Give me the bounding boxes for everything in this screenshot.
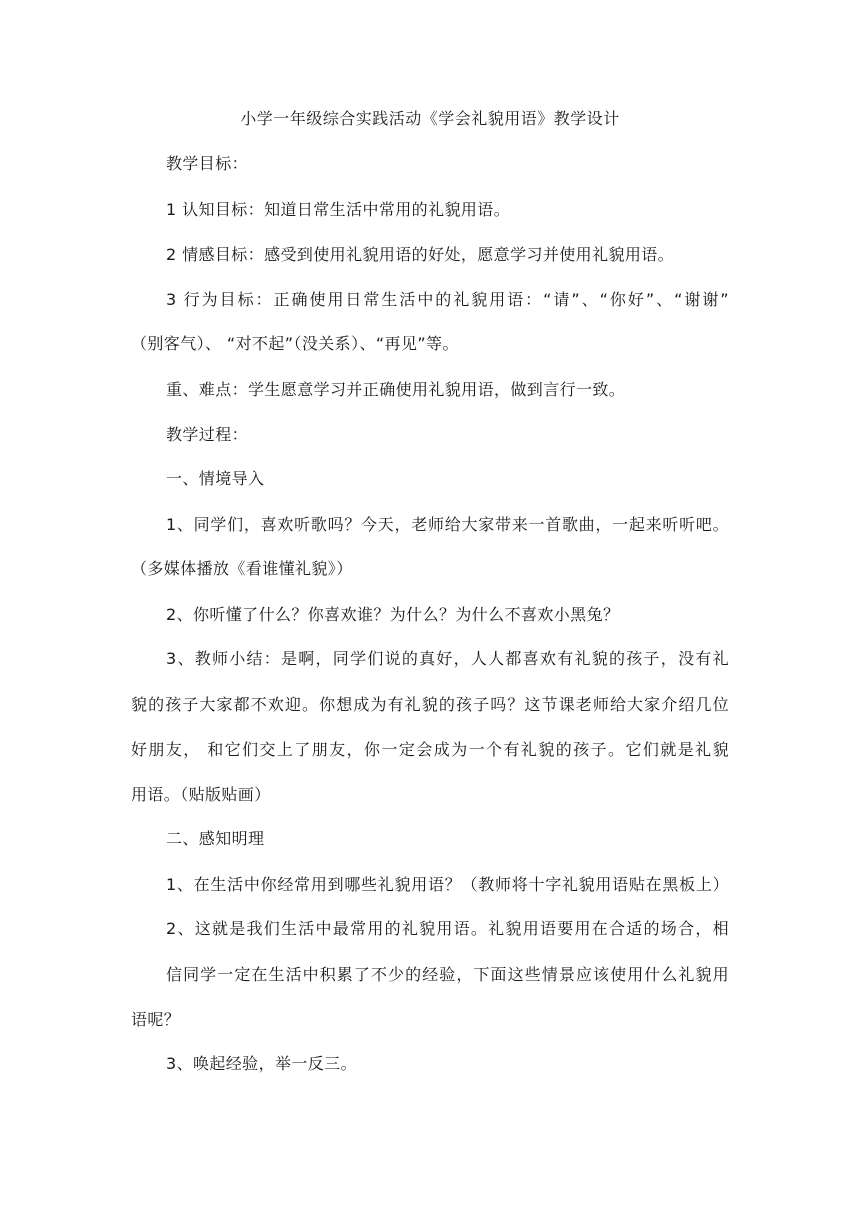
paragraph-line: 3、唤起经验，举一反三。 (166, 1054, 357, 1073)
paragraph-line: 3 行为目标：正确使用日常生活中的礼貌用语：“请”、“你好”、“谢谢” (166, 290, 729, 309)
paragraph-line: 好朋友， 和它们交上了朋友，你一定会成为一个有礼貌的孩子。它们就是礼貌 (131, 740, 729, 759)
paragraph-line: 教学目标： (166, 154, 249, 173)
paragraph-line: （别客气）、 “对不起”（没关系）、“再见”等。 (131, 334, 459, 353)
paragraph-line: 语呢？ (131, 1010, 181, 1029)
section-heading: 一、情境导入 (166, 469, 265, 488)
paragraph-line: 1、在生活中你经常用到哪些礼貌用语？（教师将十字礼貌用语贴在黑板上） (166, 875, 729, 894)
paragraph-line: 信同学一定在生活中积累了不少的经验，下面这些情景应该使用什么礼貌用 (166, 965, 729, 984)
paragraph-line: 用语。（贴版贴画） (131, 785, 271, 804)
paragraph-line: 重、难点：学生愿意学习并正确使用礼貌用语，做到言行一致。 (166, 380, 626, 399)
paragraph-line: 教学过程： (166, 425, 249, 444)
section-heading: 二、感知明理 (166, 829, 265, 848)
paragraph-line: 貌的孩子大家都不欢迎。你想成为有礼貌的孩子吗？这节课老师给大家介绍几位 (131, 695, 729, 714)
paragraph-line: 2 情感目标：感受到使用礼貌用语的好处，愿意学习并使用礼貌用语。 (166, 245, 675, 264)
paragraph-line: 2、你听懂了什么？你喜欢谁？为什么？为什么不喜欢小黑兔？ (166, 605, 620, 624)
paragraph-line: （多媒体播放《看谁懂礼貌》） (131, 559, 353, 578)
document-title: 小学一年级综合实践活动《学会礼貌用语》教学设计 (240, 109, 620, 128)
paragraph-line: 1 认知目标：知道日常生活中常用的礼貌用语。 (166, 200, 511, 219)
paragraph-line: 2、这就是我们生活中最常用的礼貌用语。礼貌用语要用在合适的场合，相 (166, 919, 729, 938)
paragraph-line: 1、同学们，喜欢听歌吗？今天，老师给大家带来一首歌曲，一起来听听吧。 (166, 515, 729, 534)
paragraph-line: 3、教师小结：是啊，同学们说的真好，人人都喜欢有礼貌的孩子，没有礼 (166, 649, 729, 668)
